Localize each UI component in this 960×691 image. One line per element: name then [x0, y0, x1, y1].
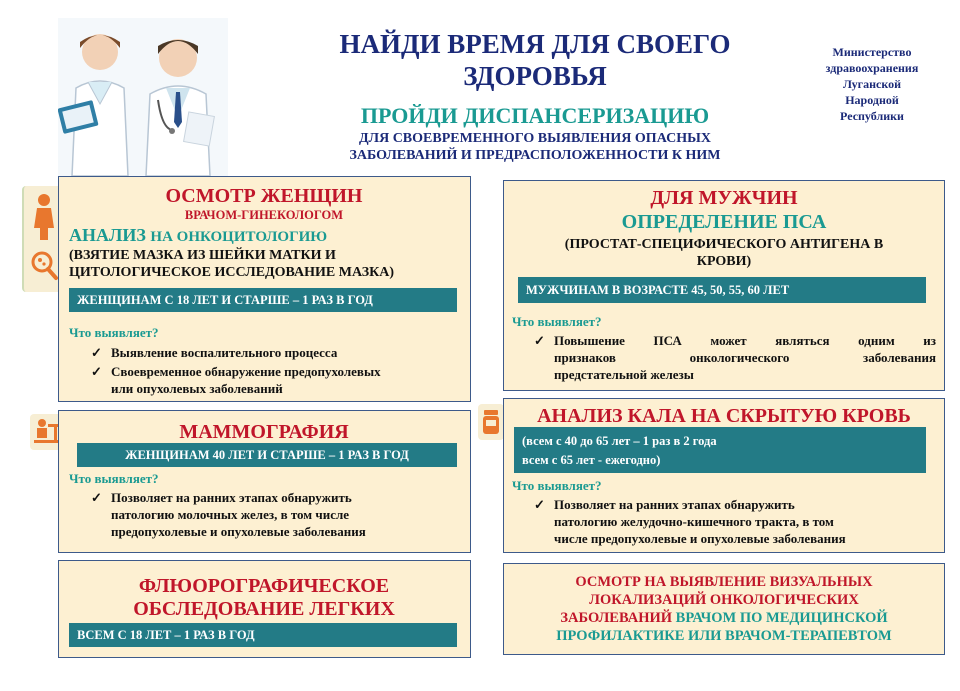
list-item-line: или опухолевых заболеваний [111, 381, 283, 396]
check-icon: ✓ [91, 345, 102, 360]
list-item-line: предопухолевые и опухолевые заболевания [111, 524, 366, 539]
title-line: ЗДОРОВЬЯ [463, 61, 607, 91]
page-subtitle: ПРОЙДИ ДИСПАНСЕРИЗАЦИЮ [360, 103, 710, 128]
fluorography-title-line: ОБСЛЕДОВАНИЕ ЛЕГКИХ [133, 598, 395, 620]
list-item-line: предстательной железы [554, 367, 694, 382]
fluorography-title-line: ФЛЮОРОГРАФИЧЕСКОЕ [138, 575, 390, 597]
men-question: Что выявляет? [512, 314, 602, 329]
visual-oncology-text [504, 573, 944, 645]
list-item [91, 363, 461, 397]
stool-test-panel [503, 398, 945, 553]
fluorography-schedule-bar: ВСЕМ С 18 ЛЕТ – 1 РАЗ В ГОД [69, 623, 457, 647]
title-line: НАЙДИ ВРЕМЯ ДЛЯ СВОЕГО [339, 29, 731, 59]
desc-line: ЦИТОЛОГИЧЕСКОЕ ИССЛЕДОВАНИЕ МАЗКА) [69, 265, 395, 280]
page-tagline [300, 130, 770, 164]
schedule-line: (всем с 40 до 65 лет – 1 раз в 2 года [522, 434, 717, 448]
stool-test-title: АНАЛИЗ КАЛА НА СКРЫТУЮ КРОВЬ [537, 405, 911, 427]
men-psa-panel [503, 180, 945, 391]
analysis-word: АНАЛИЗ [69, 225, 146, 245]
list-item-line: Повышение ПСА может являться одним из [554, 333, 936, 348]
mammography-question: Что выявляет? [69, 471, 159, 486]
ministry-line: здравоохранения [825, 61, 919, 75]
mammography-panel [58, 410, 471, 553]
page-title [300, 28, 770, 92]
ministry-line: Луганской [842, 77, 901, 91]
visual-oncology-panel [503, 563, 945, 655]
women-exam-subtitle: ВРАЧОМ-ГИНЕКОЛОГОМ [184, 208, 344, 222]
check-icon: ✓ [91, 490, 102, 505]
list-item-line: Своевременное обнаружение предопухолевых [111, 364, 381, 379]
check-icon: ✓ [91, 364, 102, 379]
list-item-line: признаков онкологического заболевания [554, 350, 936, 365]
stool-question: Что выявляет? [512, 478, 602, 493]
visual-line [504, 609, 944, 627]
list-item [91, 344, 461, 361]
ministry-name [812, 44, 932, 124]
desc-line: (ПРОСТАТ-СПЕЦИФИЧЕСКОГО АНТИГЕНА В [564, 237, 884, 252]
men-schedule-bar: МУЖЧИНАМ В ВОЗРАСТЕ 45, 50, 55, 60 ЛЕТ [518, 277, 926, 303]
sample-jar-icon [478, 404, 504, 440]
list-item [534, 496, 936, 547]
fluorography-panel [58, 560, 471, 658]
ministry-line: Республики [840, 109, 904, 123]
women-exam-title: ОСМОТР ЖЕНЩИН [165, 185, 363, 207]
tagline-line: ЗАБОЛЕВАНИЙ И ПРЕДРАСПОЛОЖЕННОСТИ К НИМ [349, 148, 721, 163]
schedule-line: всем с 65 лет - ежегодно) [522, 453, 661, 467]
psa-desc [504, 236, 944, 270]
analysis-subject: НА ОНКОЦИТОЛОГИЮ [150, 229, 328, 245]
men-title: ДЛЯ МУЖЧИН [650, 187, 798, 209]
women-icon-tab [22, 186, 62, 292]
psa-title: ОПРЕДЕЛЕНИЕ ПСА [621, 211, 827, 233]
desc-line: КРОВИ) [696, 254, 752, 269]
onco-analysis-desc [69, 247, 394, 281]
doctors-illustration [58, 18, 228, 176]
desc-line: (ВЗЯТИЕ МАЗКА ИЗ ШЕЙКИ МАТКИ И [69, 248, 336, 263]
check-icon: ✓ [534, 497, 545, 512]
ministry-line: Народной [845, 93, 899, 107]
list-item-line: Позволяет на ранних этапах обнаружить [111, 490, 352, 505]
onco-analysis-heading [69, 225, 327, 246]
women-exam-panel [58, 176, 471, 402]
women-question: Что выявляет? [69, 325, 159, 340]
visual-line: ПРОФИЛАКТИКЕ ИЛИ ВРАЧОМ-ТЕРАПЕВТОМ [556, 628, 892, 644]
visual-line: ЛОКАЛИЗАЦИЙ ОНКОЛОГИЧЕСКИХ [589, 592, 859, 608]
list-item-line: Выявление воспалительного процесса [111, 345, 338, 360]
stool-icon-tab [478, 404, 504, 440]
list-item-line: Позволяет на ранних этапах обнаружить [554, 497, 795, 512]
list-item-line: патологию желудочно-кишечного тракта, в том [554, 514, 834, 529]
list-item [91, 489, 461, 540]
visual-line-red: ЗАБОЛЕВАНИЙ [560, 610, 673, 626]
mammography-schedule-bar: ЖЕНЩИНАМ 40 ЛЕТ И СТАРШЕ – 1 РАЗ В ГОД [77, 443, 457, 467]
fluorography-title [59, 575, 469, 621]
ministry-line: Министерство [832, 45, 912, 59]
mammography-title: МАММОГРАФИЯ [179, 421, 349, 443]
tagline-line: ДЛЯ СВОЕВРЕМЕННОГО ВЫЯВЛЕНИЯ ОПАСНЫХ [359, 131, 711, 146]
check-icon: ✓ [534, 333, 545, 348]
list-item-line: числе предопухолевые и опухолевые заболевания [554, 531, 846, 546]
visual-line-teal: ВРАЧОМ ПО МЕДИЦИНСКОЙ [675, 610, 888, 626]
women-schedule-bar: ЖЕНЩИНАМ С 18 ЛЕТ И СТАРШЕ – 1 РАЗ В ГОД [69, 288, 457, 312]
stool-schedule-bar [514, 427, 926, 473]
list-item [534, 332, 936, 383]
visual-line: ОСМОТР НА ВЫЯВЛЕНИЕ ВИЗУАЛЬНЫХ [575, 574, 873, 590]
list-item-line: патологию молочных желез, в том числе [111, 507, 350, 522]
